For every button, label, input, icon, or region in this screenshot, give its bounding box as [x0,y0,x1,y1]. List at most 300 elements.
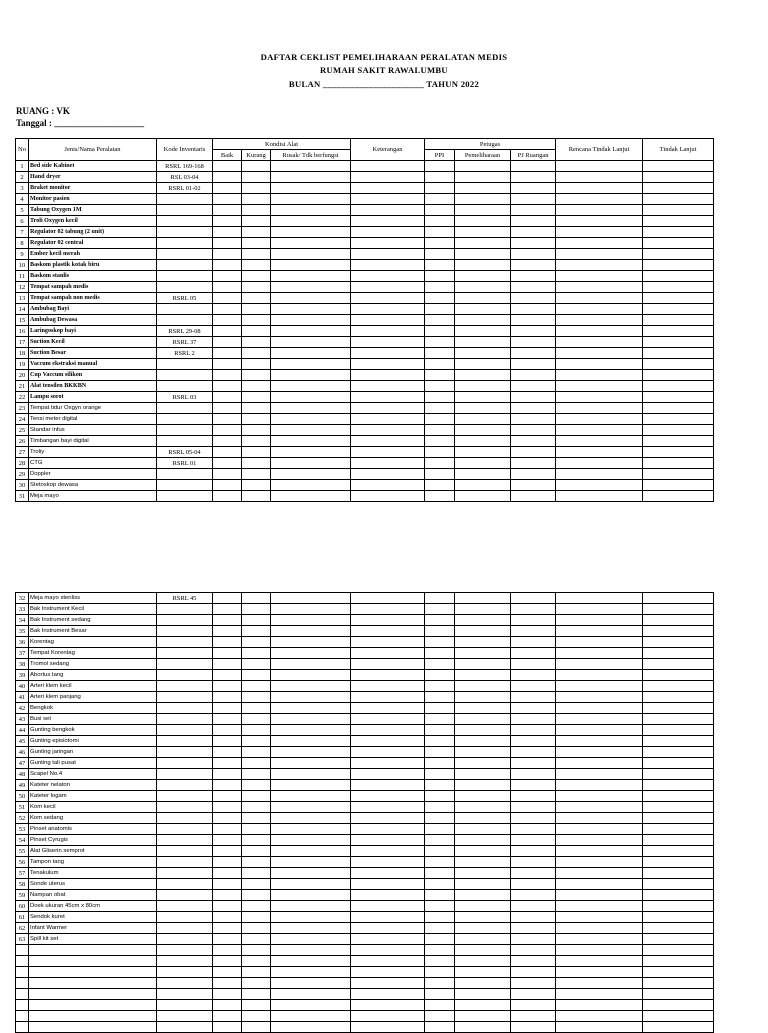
cell-keterangan[interactable] [351,967,425,978]
equipment-name[interactable]: Braket monitor [29,183,157,194]
cell-pj[interactable] [511,989,556,1000]
row-number[interactable]: 60 [16,901,29,912]
cell-kurang[interactable] [242,370,271,381]
cell-ppi[interactable] [425,480,455,491]
inventory-code[interactable] [157,747,213,758]
cell-rencana[interactable] [556,890,643,901]
cell-pemeliharaan[interactable] [455,615,511,626]
inventory-code[interactable] [157,791,213,802]
equipment-name[interactable]: Tensi meter digital [29,414,157,425]
cell-rusak[interactable] [271,637,351,648]
cell-baik[interactable] [213,593,242,604]
inventory-code[interactable] [157,425,213,436]
inventory-code[interactable] [157,615,213,626]
inventory-code[interactable]: RSRL 01 [157,458,213,469]
cell-keterangan[interactable] [351,714,425,725]
row-number[interactable]: 53 [16,824,29,835]
cell-pemeliharaan[interactable] [455,890,511,901]
cell-rencana[interactable] [556,780,643,791]
cell-rencana[interactable] [556,769,643,780]
cell-keterangan[interactable] [351,956,425,967]
cell-pj[interactable] [511,480,556,491]
equipment-name[interactable]: Infant Warmer [29,923,157,934]
inventory-code[interactable] [157,469,213,480]
cell-pj[interactable] [511,681,556,692]
cell-keterangan[interactable] [351,282,425,293]
cell-kurang[interactable] [242,868,271,879]
equipment-name[interactable]: Regulator 02 central [29,238,157,249]
cell-pemeliharaan[interactable] [455,659,511,670]
cell-pj[interactable] [511,315,556,326]
cell-tindak[interactable] [643,681,714,692]
cell-kurang[interactable] [242,491,271,502]
cell-keterangan[interactable] [351,802,425,813]
cell-pemeliharaan[interactable] [455,879,511,890]
inventory-code[interactable] [157,1000,213,1011]
cell-kurang[interactable] [242,890,271,901]
cell-rencana[interactable] [556,425,643,436]
cell-pemeliharaan[interactable] [455,172,511,183]
cell-pemeliharaan[interactable] [455,901,511,912]
cell-tindak[interactable] [643,747,714,758]
cell-pj[interactable] [511,802,556,813]
row-number[interactable]: 13 [16,293,29,304]
cell-ppi[interactable] [425,923,455,934]
cell-tindak[interactable] [643,381,714,392]
cell-baik[interactable] [213,857,242,868]
cell-tindak[interactable] [643,736,714,747]
cell-pj[interactable] [511,1000,556,1011]
cell-kurang[interactable] [242,205,271,216]
cell-ppi[interactable] [425,956,455,967]
cell-kurang[interactable] [242,747,271,758]
cell-rencana[interactable] [556,238,643,249]
cell-keterangan[interactable] [351,615,425,626]
cell-baik[interactable] [213,469,242,480]
row-number[interactable]: 16 [16,326,29,337]
cell-ppi[interactable] [425,436,455,447]
cell-pj[interactable] [511,593,556,604]
inventory-code[interactable] [157,824,213,835]
equipment-name[interactable]: CTG [29,458,157,469]
cell-pj[interactable] [511,703,556,714]
cell-pj[interactable] [511,469,556,480]
cell-pj[interactable] [511,370,556,381]
cell-keterangan[interactable] [351,626,425,637]
inventory-code[interactable] [157,1011,213,1022]
cell-pj[interactable] [511,813,556,824]
cell-keterangan[interactable] [351,1000,425,1011]
cell-kurang[interactable] [242,425,271,436]
inventory-code[interactable] [157,780,213,791]
cell-keterangan[interactable] [351,758,425,769]
cell-ppi[interactable] [425,978,455,989]
cell-ppi[interactable] [425,469,455,480]
row-number[interactable]: 30 [16,480,29,491]
cell-kurang[interactable] [242,238,271,249]
cell-baik[interactable] [213,392,242,403]
equipment-name[interactable] [29,1022,157,1033]
cell-pj[interactable] [511,304,556,315]
cell-kurang[interactable] [242,282,271,293]
cell-rusak[interactable] [271,604,351,615]
row-number[interactable]: 1 [16,161,29,172]
cell-rencana[interactable] [556,956,643,967]
cell-baik[interactable] [213,945,242,956]
cell-ppi[interactable] [425,824,455,835]
cell-keterangan[interactable] [351,736,425,747]
cell-keterangan[interactable] [351,648,425,659]
cell-baik[interactable] [213,326,242,337]
cell-keterangan[interactable] [351,703,425,714]
cell-baik[interactable] [213,747,242,758]
cell-rencana[interactable] [556,637,643,648]
cell-baik[interactable] [213,370,242,381]
cell-pemeliharaan[interactable] [455,282,511,293]
cell-ppi[interactable] [425,1011,455,1022]
inventory-code[interactable] [157,879,213,890]
cell-pj[interactable] [511,1011,556,1022]
cell-rencana[interactable] [556,736,643,747]
cell-pj[interactable] [511,293,556,304]
cell-baik[interactable] [213,458,242,469]
cell-pemeliharaan[interactable] [455,681,511,692]
cell-keterangan[interactable] [351,425,425,436]
row-number[interactable]: 19 [16,359,29,370]
cell-rusak[interactable] [271,348,351,359]
cell-ppi[interactable] [425,659,455,670]
cell-ppi[interactable] [425,615,455,626]
cell-keterangan[interactable] [351,304,425,315]
cell-kurang[interactable] [242,934,271,945]
cell-kurang[interactable] [242,857,271,868]
cell-ppi[interactable] [425,758,455,769]
inventory-code[interactable]: RSRL 03 [157,392,213,403]
cell-kurang[interactable] [242,912,271,923]
cell-kurang[interactable] [242,659,271,670]
equipment-name[interactable]: Baskom stanlis [29,271,157,282]
cell-keterangan[interactable] [351,989,425,1000]
equipment-name[interactable]: Laringoskop bayi [29,326,157,337]
cell-keterangan[interactable] [351,824,425,835]
cell-ppi[interactable] [425,491,455,502]
cell-pj[interactable] [511,637,556,648]
cell-pj[interactable] [511,648,556,659]
equipment-name[interactable]: Kateter nelaton [29,780,157,791]
equipment-name[interactable]: Kom sedang [29,813,157,824]
cell-pemeliharaan[interactable] [455,912,511,923]
cell-pj[interactable] [511,835,556,846]
cell-tindak[interactable] [643,780,714,791]
cell-ppi[interactable] [425,271,455,282]
cell-rencana[interactable] [556,447,643,458]
inventory-code[interactable] [157,901,213,912]
row-number[interactable]: 12 [16,282,29,293]
cell-kurang[interactable] [242,670,271,681]
cell-rencana[interactable] [556,648,643,659]
cell-kurang[interactable] [242,714,271,725]
cell-rusak[interactable] [271,249,351,260]
cell-pemeliharaan[interactable] [455,824,511,835]
cell-pj[interactable] [511,758,556,769]
cell-keterangan[interactable] [351,414,425,425]
cell-rencana[interactable] [556,912,643,923]
cell-pemeliharaan[interactable] [455,370,511,381]
cell-pj[interactable] [511,271,556,282]
equipment-name[interactable]: Timbangan bayi digital [29,436,157,447]
cell-ppi[interactable] [425,681,455,692]
inventory-code[interactable] [157,249,213,260]
cell-rencana[interactable] [556,714,643,725]
cell-pemeliharaan[interactable] [455,714,511,725]
cell-rusak[interactable] [271,703,351,714]
inventory-code[interactable] [157,890,213,901]
equipment-name[interactable]: Tempat sampah medis [29,282,157,293]
cell-rencana[interactable] [556,659,643,670]
cell-ppi[interactable] [425,403,455,414]
equipment-name[interactable]: Tromol sedang [29,659,157,670]
cell-pemeliharaan[interactable] [455,414,511,425]
equipment-name[interactable]: Kateter logam [29,791,157,802]
cell-pj[interactable] [511,824,556,835]
cell-pemeliharaan[interactable] [455,458,511,469]
inventory-code[interactable] [157,604,213,615]
equipment-name[interactable]: Bak Instrument sedang [29,615,157,626]
cell-pemeliharaan[interactable] [455,703,511,714]
equipment-name[interactable]: Bed side Kabinet [29,161,157,172]
cell-kurang[interactable] [242,604,271,615]
equipment-name[interactable]: Pinset Cyrugis [29,835,157,846]
inventory-code[interactable] [157,626,213,637]
equipment-name[interactable]: Regulator 02 tabung (2 unit) [29,227,157,238]
equipment-name[interactable]: Tampon tang [29,857,157,868]
inventory-code[interactable] [157,304,213,315]
cell-rencana[interactable] [556,901,643,912]
row-number[interactable]: 7 [16,227,29,238]
row-number[interactable] [16,1022,29,1033]
inventory-code[interactable] [157,1022,213,1033]
cell-kurang[interactable] [242,978,271,989]
inventory-code[interactable] [157,670,213,681]
inventory-code[interactable] [157,989,213,1000]
cell-rusak[interactable] [271,1022,351,1033]
inventory-code[interactable] [157,227,213,238]
cell-tindak[interactable] [643,813,714,824]
cell-pemeliharaan[interactable] [455,436,511,447]
cell-tindak[interactable] [643,392,714,403]
cell-ppi[interactable] [425,670,455,681]
inventory-code[interactable]: RSRL 37 [157,337,213,348]
cell-tindak[interactable] [643,315,714,326]
cell-tindak[interactable] [643,304,714,315]
cell-pj[interactable] [511,736,556,747]
cell-rencana[interactable] [556,216,643,227]
cell-baik[interactable] [213,736,242,747]
cell-pemeliharaan[interactable] [455,392,511,403]
cell-tindak[interactable] [643,348,714,359]
cell-pj[interactable] [511,923,556,934]
cell-keterangan[interactable] [351,183,425,194]
cell-tindak[interactable] [643,370,714,381]
cell-keterangan[interactable] [351,857,425,868]
cell-ppi[interactable] [425,846,455,857]
row-number[interactable]: 41 [16,692,29,703]
cell-keterangan[interactable] [351,260,425,271]
cell-rencana[interactable] [556,593,643,604]
cell-rusak[interactable] [271,923,351,934]
cell-rusak[interactable] [271,868,351,879]
cell-rencana[interactable] [556,271,643,282]
cell-tindak[interactable] [643,846,714,857]
cell-pj[interactable] [511,879,556,890]
equipment-name[interactable]: Hand dryer [29,172,157,183]
cell-baik[interactable] [213,293,242,304]
equipment-name[interactable] [29,967,157,978]
cell-pemeliharaan[interactable] [455,326,511,337]
cell-keterangan[interactable] [351,238,425,249]
cell-baik[interactable] [213,183,242,194]
cell-baik[interactable] [213,934,242,945]
row-number[interactable]: 38 [16,659,29,670]
cell-ppi[interactable] [425,967,455,978]
cell-ppi[interactable] [425,304,455,315]
equipment-name[interactable]: Arteri klem panjang [29,692,157,703]
cell-rencana[interactable] [556,293,643,304]
cell-pj[interactable] [511,249,556,260]
cell-rencana[interactable] [556,337,643,348]
cell-rusak[interactable] [271,183,351,194]
inventory-code[interactable] [157,359,213,370]
cell-rusak[interactable] [271,956,351,967]
cell-pj[interactable] [511,615,556,626]
cell-keterangan[interactable] [351,901,425,912]
cell-kurang[interactable] [242,392,271,403]
cell-baik[interactable] [213,436,242,447]
cell-tindak[interactable] [643,194,714,205]
cell-baik[interactable] [213,824,242,835]
cell-rusak[interactable] [271,901,351,912]
cell-keterangan[interactable] [351,161,425,172]
cell-ppi[interactable] [425,868,455,879]
equipment-name[interactable]: Troli Oxygen kecil [29,216,157,227]
equipment-name[interactable]: Sendok kuret [29,912,157,923]
cell-rusak[interactable] [271,879,351,890]
row-number[interactable]: 39 [16,670,29,681]
cell-keterangan[interactable] [351,769,425,780]
inventory-code[interactable] [157,414,213,425]
cell-baik[interactable] [213,626,242,637]
cell-kurang[interactable] [242,271,271,282]
cell-tindak[interactable] [643,626,714,637]
cell-ppi[interactable] [425,216,455,227]
row-number[interactable] [16,1000,29,1011]
cell-keterangan[interactable] [351,370,425,381]
cell-ppi[interactable] [425,381,455,392]
cell-pemeliharaan[interactable] [455,802,511,813]
cell-rencana[interactable] [556,249,643,260]
cell-ppi[interactable] [425,315,455,326]
cell-keterangan[interactable] [351,879,425,890]
cell-ppi[interactable] [425,1000,455,1011]
cell-pj[interactable] [511,216,556,227]
cell-kurang[interactable] [242,923,271,934]
cell-kurang[interactable] [242,249,271,260]
row-number[interactable]: 56 [16,857,29,868]
cell-pj[interactable] [511,381,556,392]
cell-pemeliharaan[interactable] [455,758,511,769]
cell-pemeliharaan[interactable] [455,1022,511,1033]
cell-rencana[interactable] [556,725,643,736]
cell-keterangan[interactable] [351,604,425,615]
cell-tindak[interactable] [643,216,714,227]
equipment-name[interactable]: Korentag [29,637,157,648]
cell-baik[interactable] [213,271,242,282]
row-number[interactable]: 14 [16,304,29,315]
cell-rusak[interactable] [271,227,351,238]
equipment-name[interactable]: Gunting jaringan [29,747,157,758]
cell-keterangan[interactable] [351,216,425,227]
inventory-code[interactable] [157,370,213,381]
cell-keterangan[interactable] [351,912,425,923]
inventory-code[interactable] [157,758,213,769]
cell-rusak[interactable] [271,315,351,326]
cell-baik[interactable] [213,648,242,659]
cell-kurang[interactable] [242,194,271,205]
cell-rencana[interactable] [556,469,643,480]
cell-rencana[interactable] [556,172,643,183]
equipment-name[interactable]: Alat Gliserin semprot [29,846,157,857]
cell-ppi[interactable] [425,736,455,747]
cell-ppi[interactable] [425,425,455,436]
cell-baik[interactable] [213,879,242,890]
cell-pj[interactable] [511,659,556,670]
cell-rencana[interactable] [556,802,643,813]
cell-pj[interactable] [511,945,556,956]
cell-pemeliharaan[interactable] [455,348,511,359]
cell-tindak[interactable] [643,249,714,260]
row-number[interactable]: 25 [16,425,29,436]
cell-ppi[interactable] [425,890,455,901]
cell-pemeliharaan[interactable] [455,670,511,681]
cell-pj[interactable] [511,901,556,912]
cell-rusak[interactable] [271,769,351,780]
cell-pj[interactable] [511,425,556,436]
cell-rusak[interactable] [271,469,351,480]
row-number[interactable]: 9 [16,249,29,260]
cell-pj[interactable] [511,260,556,271]
cell-rusak[interactable] [271,725,351,736]
inventory-code[interactable] [157,282,213,293]
cell-tindak[interactable] [643,890,714,901]
cell-ppi[interactable] [425,359,455,370]
cell-kurang[interactable] [242,1000,271,1011]
cell-baik[interactable] [213,205,242,216]
cell-rencana[interactable] [556,879,643,890]
cell-rencana[interactable] [556,615,643,626]
cell-ppi[interactable] [425,458,455,469]
cell-pj[interactable] [511,348,556,359]
cell-kurang[interactable] [242,703,271,714]
cell-rencana[interactable] [556,1011,643,1022]
cell-rencana[interactable] [556,967,643,978]
cell-rusak[interactable] [271,593,351,604]
cell-rencana[interactable] [556,304,643,315]
equipment-name[interactable]: Standar infus [29,425,157,436]
cell-kurang[interactable] [242,469,271,480]
cell-kurang[interactable] [242,260,271,271]
cell-ppi[interactable] [425,901,455,912]
cell-baik[interactable] [213,846,242,857]
